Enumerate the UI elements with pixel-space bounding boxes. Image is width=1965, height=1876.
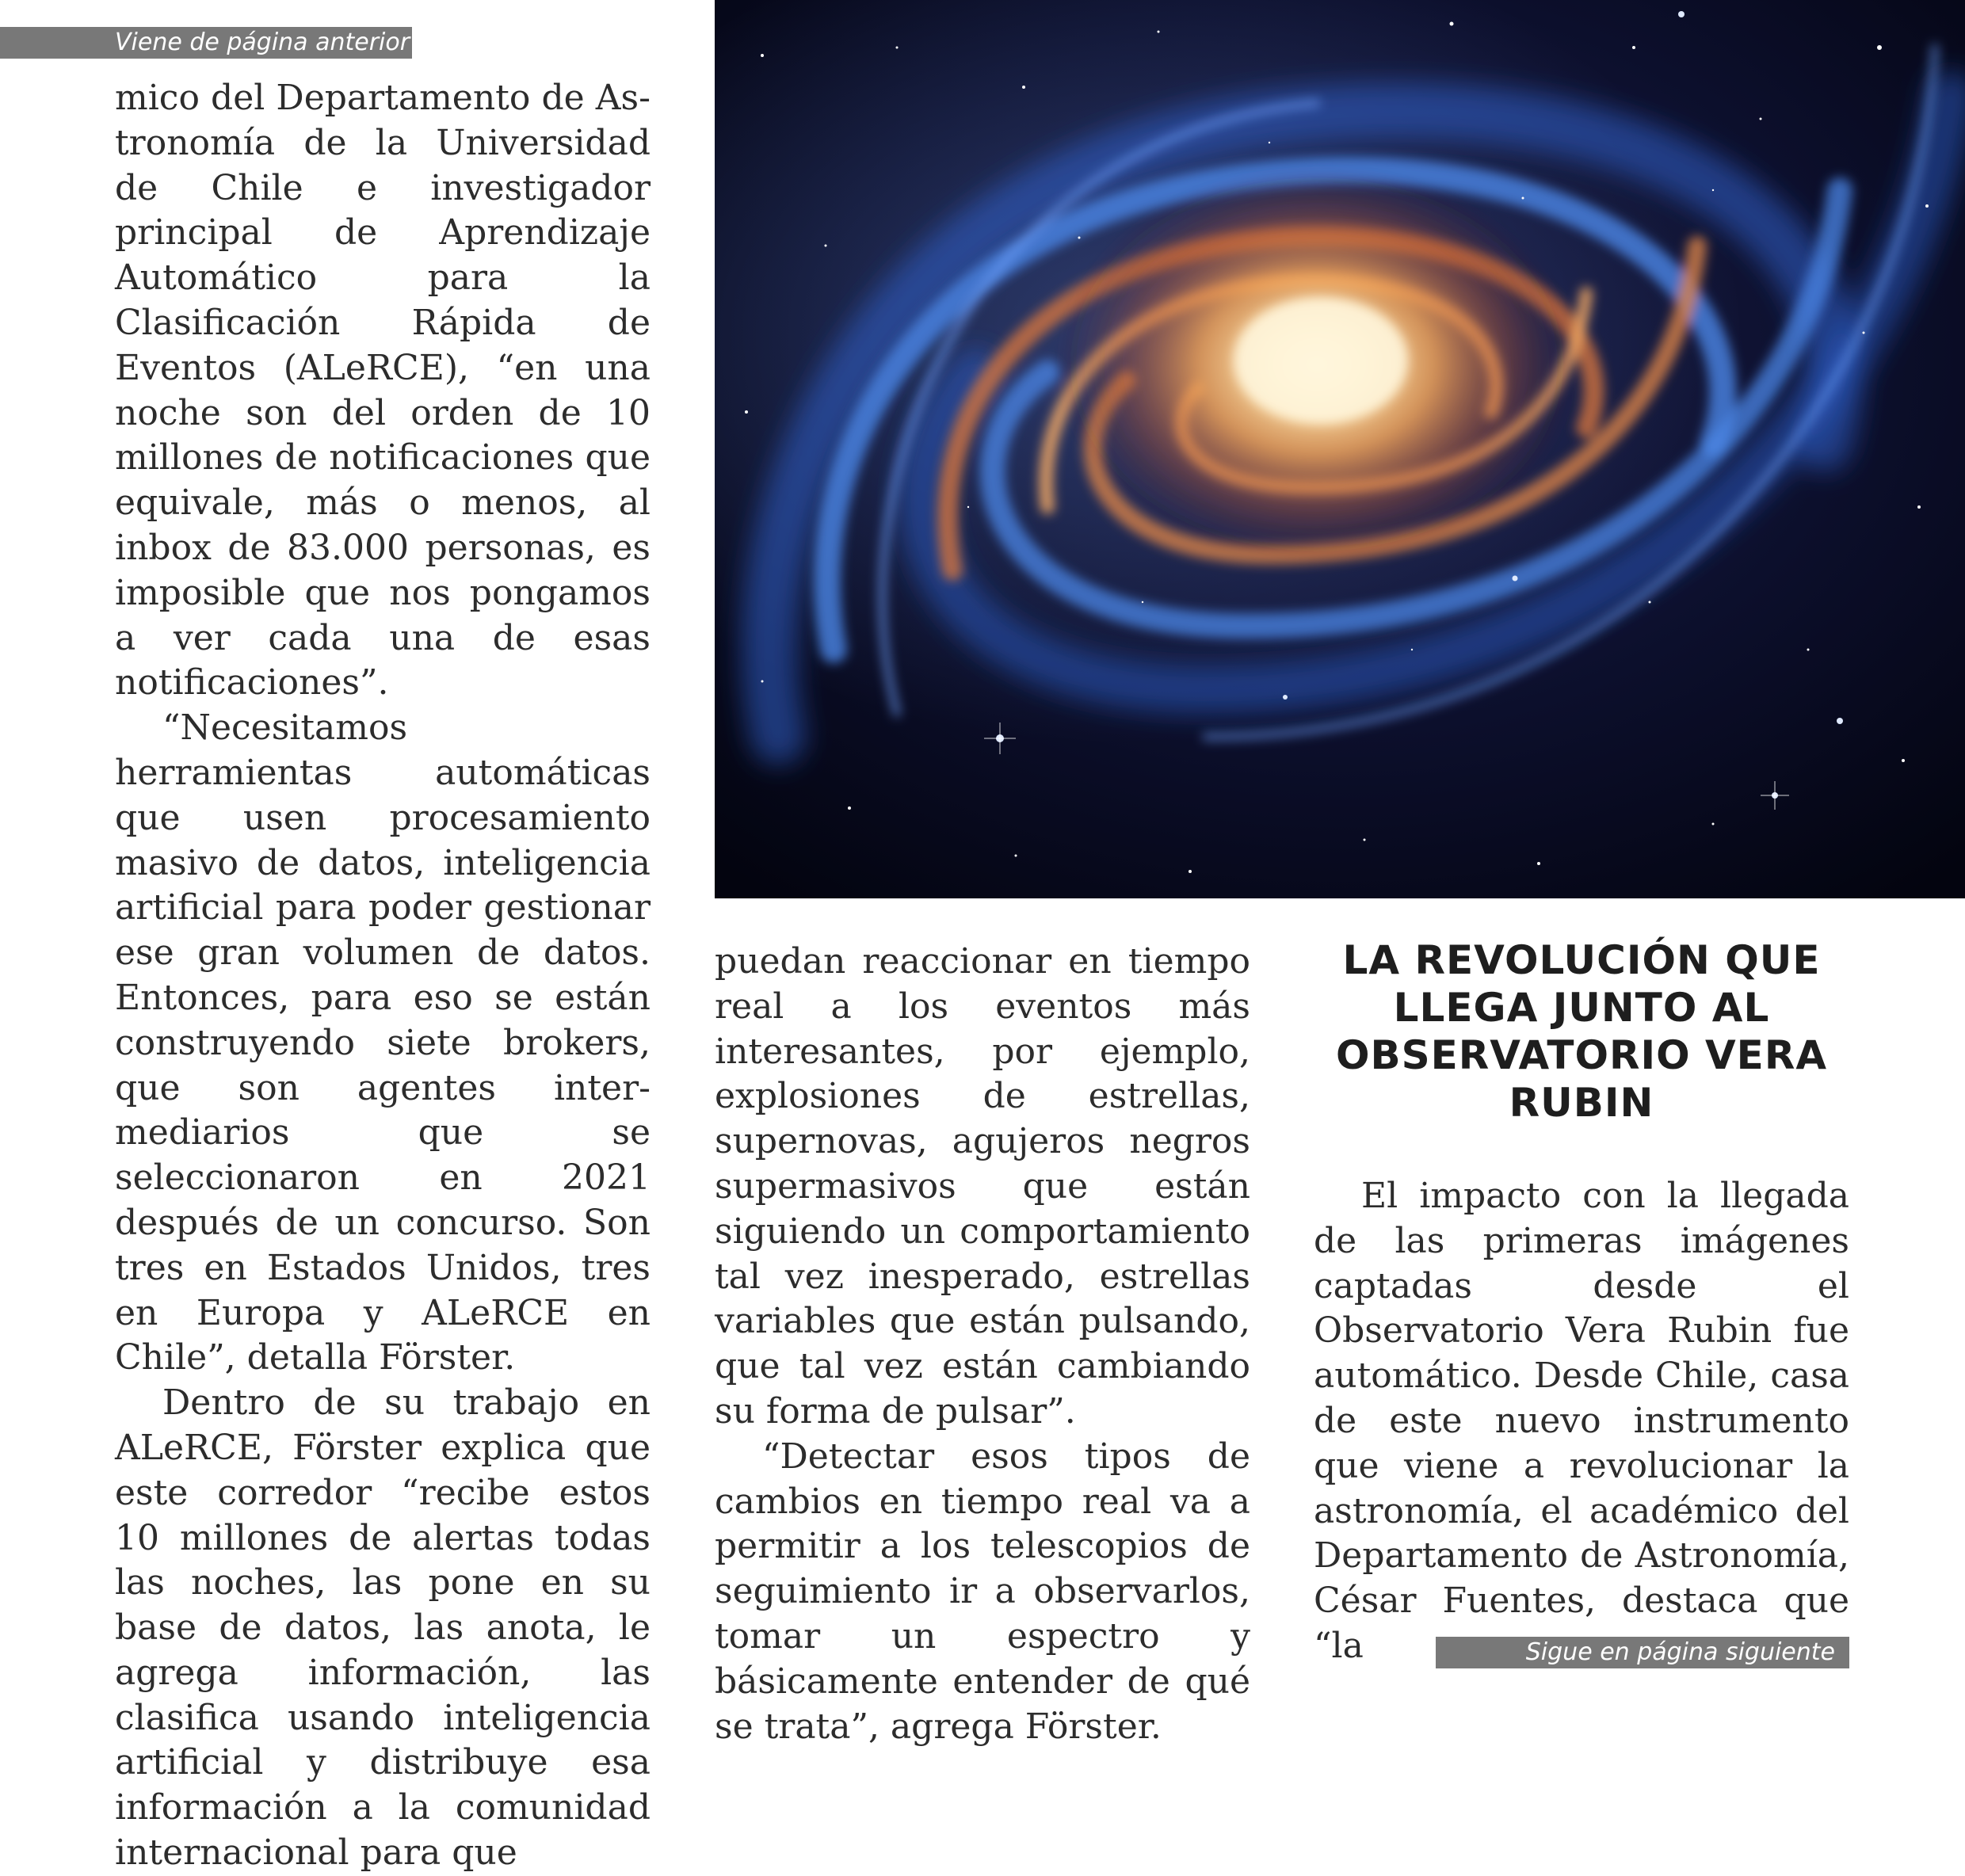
article-column-3 xyxy=(1314,1174,1849,1669)
article-column-2 xyxy=(715,940,1250,1749)
paragraph: puedan reaccionar en tiempo real a los eventos más interesantes, por ejemplo, explosiones de estrellas, supernovas, agujeros negros supermasivos que están siguiendo un comportamiento tal vez inesperado, estrellas variables que están pulsando, que tal vez están cambiando su forma de pulsar”. xyxy=(715,941,1250,1432)
paragraph: “Necesitamos herramientas automáticas que usen procesamiento masivo de datos, inteligencia artificial para poder gestionar ese gran volumen de datos. Entonces, para eso se están construyendo siete brokers, que son agentes intermediarios que se seleccionaron en 2021 después de un concurso. Son tres en Estados Unidos, tres en Europa y ALeRCE en Chile”, detalla Förster. xyxy=(115,707,651,1378)
section-headline: LA REVOLUCIÓN QUE LLEGA JUNTO AL OBSERVATORIO VERA RUBIN xyxy=(1335,937,1828,1126)
continued-from-label: Viene de página anterior xyxy=(0,27,412,59)
paragraph: El impacto con la llegada de las primeras imágenes captadas desde el Observatorio Vera Rubin fue automático. Desde Chile, casa de este nuevo instrumento que viene a revolucionar la astronomía, el académico del Departamento de Astronomía, César Fuentes, destaca que “la xyxy=(1314,1176,1849,1666)
continued-to-label: Sigue en página siguiente xyxy=(1436,1637,1849,1668)
paragraph: mico del Departamento de Astronomía de la Universidad de Chile e investigador principal de Aprendizaje Automático para la Clasificación Rápida de Eventos (ALeRCE), “en una noche son del orden de 10 millones de notificaciones que equivale, más o menos, al inbox de 83.000 personas, es imposible que nos pongamos a ver cada una de esas notificaciones”. xyxy=(115,78,651,704)
paragraph: “Detectar esos tipos de cambios en tiempo real va a permitir a los telescopios de seguimiento ir a observarlos, tomar un espectro y básicamente entender de qué se trata”, agrega Förster. xyxy=(715,1436,1250,1747)
article-column-1 xyxy=(115,76,651,1876)
paragraph: Dentro de su trabajo en ALeRCE, Förster explica que este corredor “recibe estos 10 millones de alertas todas las noches, las pone en su base de datos, las anota, le agrega información, las clasifica usando inteligencia artificial y distribuye esa información a la comunidad internacional para que xyxy=(115,1382,651,1874)
galaxy-photo xyxy=(715,0,1965,898)
